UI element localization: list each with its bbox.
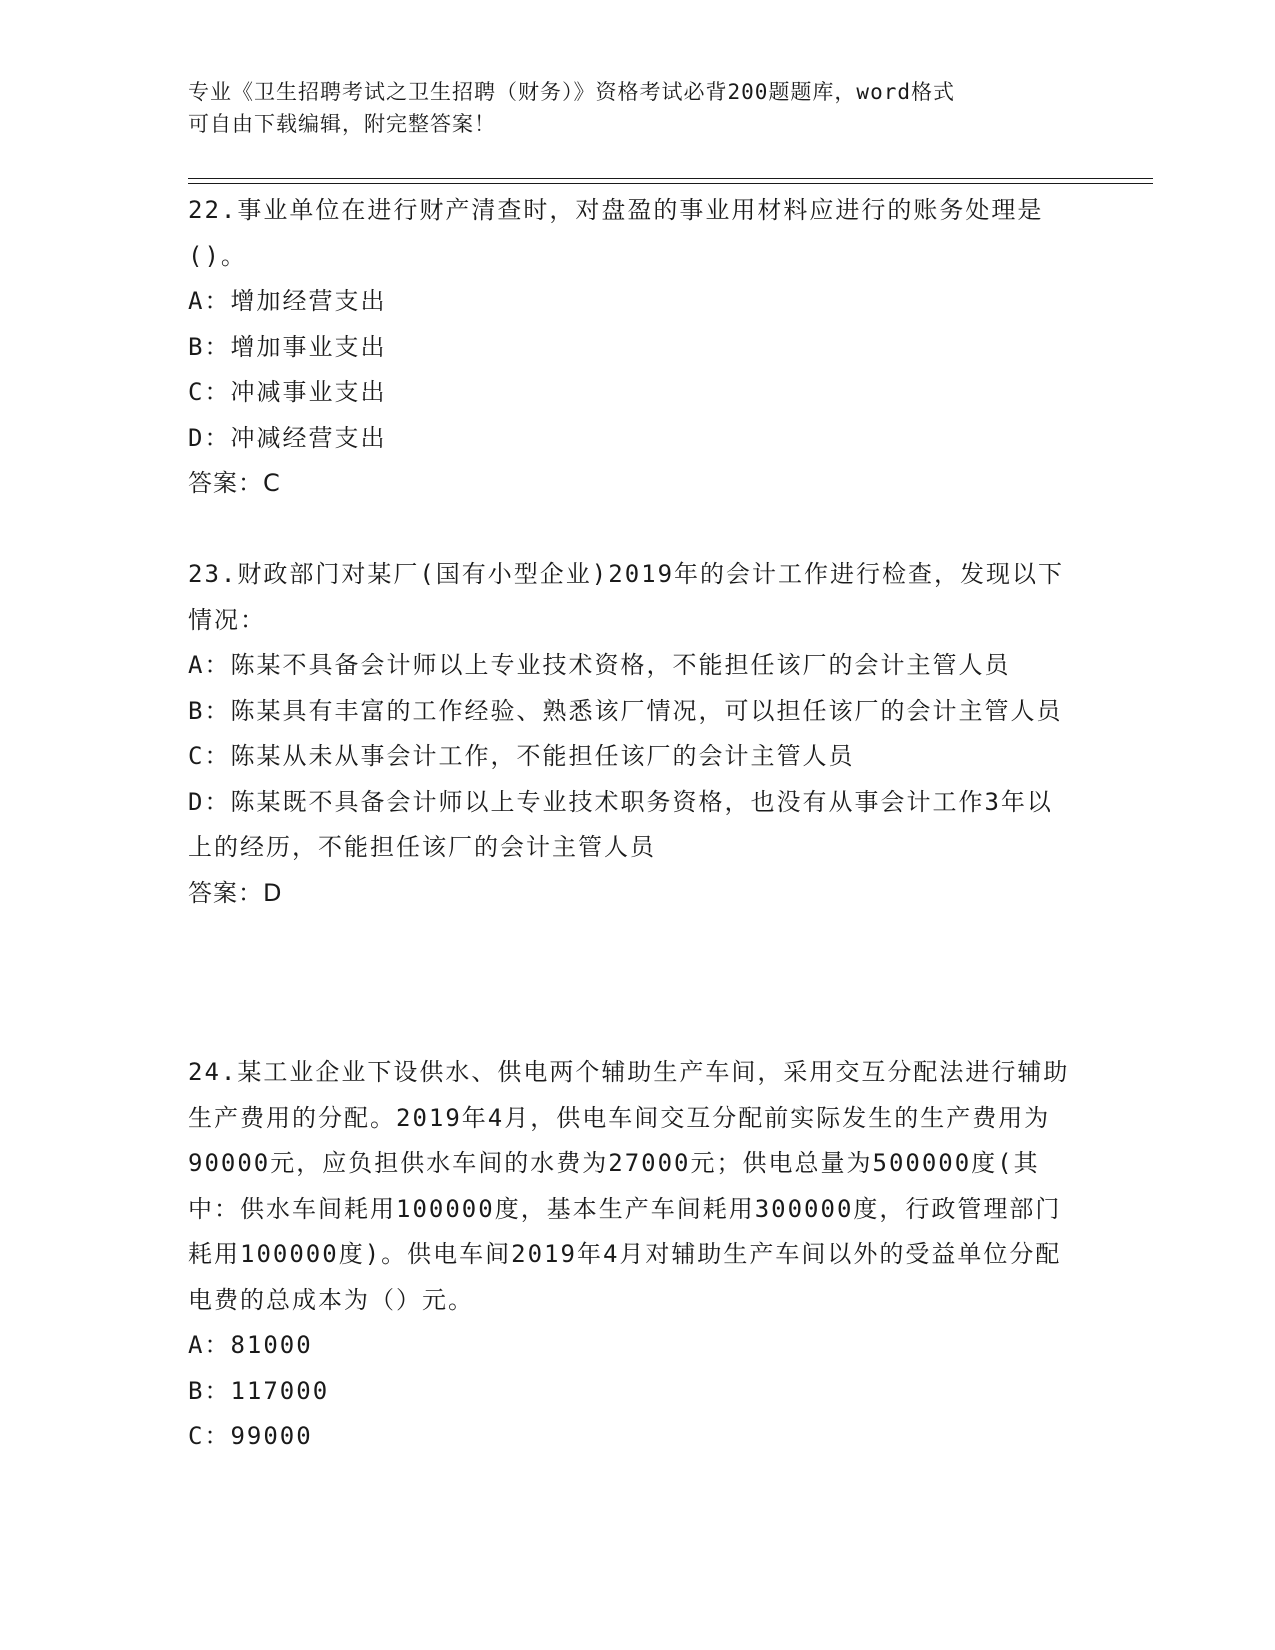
answer-line	[188, 461, 1078, 507]
option-c: C：陈某从未从事会计工作，不能担任该厂的会计主管人员	[188, 742, 855, 770]
question-22	[188, 188, 1078, 507]
option-text: 99000	[230, 1422, 313, 1450]
option-c: C：99000	[188, 1422, 313, 1450]
option-key: B	[188, 332, 205, 361]
option-a: A：81000	[188, 1331, 313, 1359]
question-stem: 24.某工业企业下设供水、供电两个辅助生产车间，采用交互分配法进行辅助生产费用的分配。2019年4月，供电车间交互分配前实际发生的生产费用为90000元，应负担供水车间的水费为27000元；供电总量为500000度(其中：供水车间耗用100000度，基本生产车间耗用300000度，行政管理部门耗用100000度)。供电车间2019年4月对辅助生产车间以外的受益单位分配电费的总成本为（）元。	[188, 1058, 1070, 1314]
question-stem: 23.财政部门对某厂(国有小型企业)2019年的会计工作进行检查，发现以下情况：	[188, 560, 1065, 634]
option-text: 增加经营支出	[230, 287, 387, 315]
answer-value: C	[263, 469, 281, 497]
option-d: D：冲减经营支出	[188, 423, 387, 452]
option-key: C	[188, 1422, 205, 1450]
option-key: A	[188, 1331, 205, 1359]
option-key: A	[188, 287, 205, 315]
option-text: 陈某既不具备会计师以上专业技术职务资格，也没有从事会计工作3年以上的经历，不能担任该厂的会计主管人员	[188, 787, 1053, 861]
answer-label: 答案：	[188, 878, 263, 907]
header-divider-top	[188, 178, 1153, 179]
answer-line	[188, 871, 1078, 917]
option-key: C	[188, 742, 205, 770]
option-key: C	[188, 378, 205, 406]
question-24	[188, 1050, 1078, 1460]
document-header	[188, 76, 1068, 140]
option-text: 冲减经营支出	[230, 423, 387, 452]
option-key: D	[188, 787, 205, 816]
option-text: 陈某从未从事会计工作，不能担任该厂的会计主管人员	[230, 742, 855, 770]
option-text: 冲减事业支出	[230, 378, 387, 406]
option-key: A	[188, 651, 205, 679]
option-a: A：陈某不具备会计师以上专业技术资格，不能担任该厂的会计主管人员	[188, 651, 1011, 679]
option-b: B：增加事业支出	[188, 332, 387, 361]
answer-label: 答案：	[188, 469, 263, 497]
option-c: C：冲减事业支出	[188, 378, 387, 406]
header-line-1: 专业《卫生招聘考试之卫生招聘（财务）》资格考试必背200题题库，word格式	[188, 80, 955, 104]
option-b: B：陈某具有丰富的工作经验、熟悉该厂情况，可以担任该厂的会计主管人员	[188, 696, 1063, 725]
option-text: 陈某具有丰富的工作经验、熟悉该厂情况，可以担任该厂的会计主管人员	[230, 696, 1063, 725]
option-key: D	[188, 423, 205, 452]
option-text: 陈某不具备会计师以上专业技术资格，不能担任该厂的会计主管人员	[230, 651, 1011, 679]
question-23	[188, 552, 1078, 916]
option-b: B：117000	[188, 1376, 330, 1405]
answer-value: D	[263, 878, 283, 907]
option-key: B	[188, 1376, 205, 1405]
option-text: 117000	[230, 1376, 330, 1405]
option-text: 81000	[230, 1331, 313, 1359]
question-stem: 22.事业单位在进行财产清查时，对盘盈的事业用材料应进行的账务处理是()。	[188, 196, 1044, 270]
header-divider-bottom	[188, 183, 1153, 184]
option-key: B	[188, 696, 205, 725]
option-a: A：增加经营支出	[188, 287, 387, 315]
header-line-2: 可自由下载编辑，附完整答案！	[188, 112, 496, 136]
option-text: 增加事业支出	[230, 332, 387, 361]
option-d: D：陈某既不具备会计师以上专业技术职务资格，也没有从事会计工作3年以上的经历，不能担任该厂的会计主管人员	[188, 787, 1053, 861]
